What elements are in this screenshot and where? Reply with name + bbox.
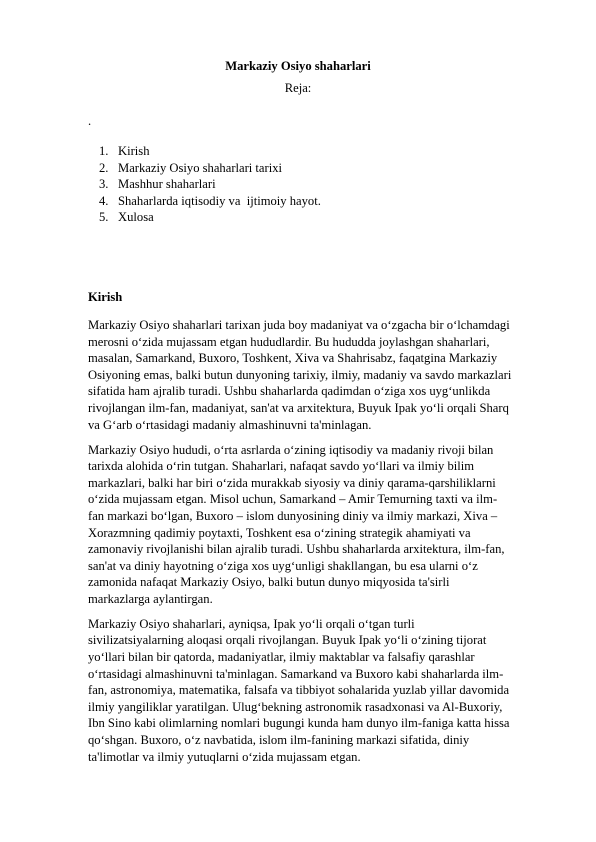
plan-list bbox=[99, 143, 321, 226]
plan-item bbox=[99, 143, 321, 160]
section-body bbox=[88, 317, 512, 774]
plan-item bbox=[99, 209, 321, 226]
plan-item-number: 3. bbox=[99, 177, 109, 192]
document-title: Markaziy Osiyo shaharlari bbox=[225, 59, 371, 73]
plan-item-number: 1. bbox=[99, 144, 109, 158]
plan-item bbox=[99, 160, 321, 177]
plan-item-text: Shaharlarda iqtisodiy va ijtimoiy hayot. bbox=[118, 193, 321, 208]
plan-heading: Reja: bbox=[284, 81, 312, 95]
plan-item-number: 4. bbox=[99, 193, 109, 208]
paragraph: Markaziy Osiyo hududi, o‘rta asrlarda o‘zining iqtisodiy va madaniy rivoji bilan tarixda alohida o‘rin tutgan. Shaharlari, nafaqat savdo yo‘llari va ilmiy bilim markazlari, balki har biri o‘zida murakkab siyosiy va diniy qarama-qarshiliklarni o‘zida mujassam etgan. Misol uchun, Samarkand – Amir Temurning taxti va ilm-fan markazi bo‘lgan, Buxoro – islom dunyosining diniy va ilmiy markazi, Xiva – Xorazmning qadimiy poytaxti, Toshkent esa o‘zining strategik ahamiyati va zamonaviy rivojlanishi bilan ajralib turadi. Ushbu shaharlarda arxitektura, ilm-fan, san'at va diniy hayotning o‘ziga xos uyg‘unligi shakllangan, bu esa ularni o‘z zamonida nafaqat Markaziy Osiyo, balki butun dunyo miqyosida ta'sirli markazlarga aylantirgan. bbox=[88, 442, 505, 606]
plan-item-number: 5. bbox=[99, 210, 109, 225]
dot-marker: . bbox=[88, 114, 92, 128]
plan-item-number: 2. bbox=[99, 160, 109, 175]
plan-item-text: Kirish bbox=[118, 144, 150, 158]
paragraph: Markaziy Osiyo shaharlari, ayniqsa, Ipak yo‘li orqali o‘tgan turli sivilizatsiyalarning aloqasi orqali rivojlangan. Buyuk Ipak yo‘li o‘zining tijorat yo‘llari bilan bir qatorda, madaniyatlar, ilmiy maktablar va falsafiy qarashlar o‘rtasidagi almashinuvni ta'minlagan. Samarkand va Buxoro kabi shaharlarda ilm-fan, astronomiya, matematika, falsafa va tibbiyot sohalarida yuzlab yillar davomida ilmiy yangiliklar yaratilgan. Ulug‘bekning astronomik rasadxonasi va Al-Buxoriy, Ibn Sino kabi olimlarning nomlari bugungi kunda ham dunyo ilm-faniga katta hissa qo‘shgan. Buxoro, o‘z navbatida, islom ilm-fanining markazi sifatida, diniy ta'limotlar va ilmiy yutuqlarni o‘zida mujassam etgan. bbox=[88, 616, 510, 764]
paragraph: Markaziy Osiyo shaharlari tarixan juda boy madaniyat va o‘zgacha bir o‘lchamdagi merosni o‘zida mujassam etgan hududlardir. Bu hududda joylashgan shaharlari, masalan, Samarkand, Buxoro, Toshkent, Xiva va Shahrisabz, faqatgina Markaziy Osiyoning emas, balki butun dunyoning tarixiy, ilmiy, madaniy va savdo markazlari sifatida ham ajralib turadi. Ushbu shaharlarda qadimdan o‘ziga xos uyg‘unlikda rivojlangan ilm-fan, madaniyat, san'at va arxitektura, Buyuk Ipak yo‘li orqali Sharq va G‘arb o‘rtasidagi madaniy almashinuvni ta'minlagan. bbox=[88, 318, 512, 432]
plan-item-text: Mashhur shaharlari bbox=[118, 177, 216, 192]
plan-item bbox=[99, 176, 321, 193]
section-heading: Kirish bbox=[88, 290, 123, 304]
plan-item bbox=[99, 193, 321, 210]
plan-item-text: Markaziy Osiyo shaharlari tarixi bbox=[118, 160, 283, 175]
plan-item-text: Xulosa bbox=[118, 210, 154, 225]
